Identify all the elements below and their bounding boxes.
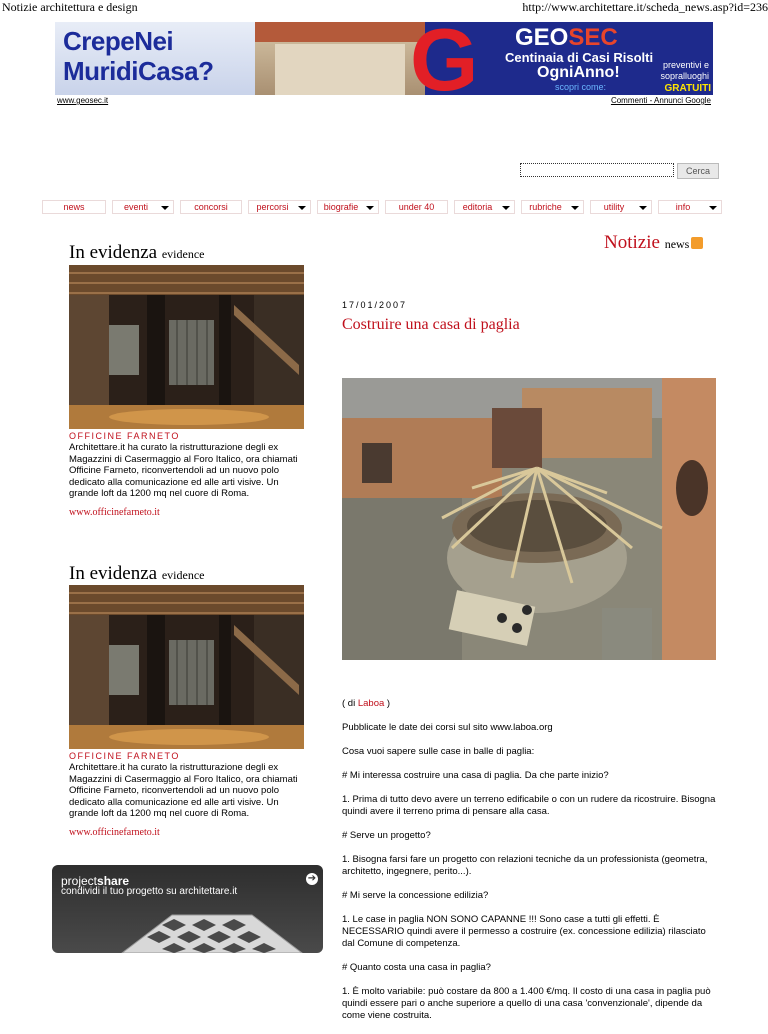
arrow-right-icon[interactable]: ➔	[307, 873, 317, 884]
author-link[interactable]: Laboa	[357, 698, 385, 709]
banner-free-text: GRATUITI	[664, 83, 711, 94]
nav-item-label: rubriche	[529, 202, 562, 212]
nav-item-percorsi[interactable]	[248, 200, 311, 214]
article-paragraph: 1. È molto variabile: può costare da 800 a 1.400 €/mq. Il costo di una casa in paglia può quindi essere pari o anche superiore a quello di una casa 'convenzionale', dipende da come viene costruita.	[342, 986, 711, 1021]
nav-item-label: eventi	[123, 202, 149, 212]
banner-house-photo	[255, 22, 425, 95]
chevron-down-icon[interactable]	[571, 206, 579, 210]
nav-item-eventi[interactable]	[112, 200, 174, 214]
banner-headline-2: MuridiCasa?	[63, 56, 214, 86]
chevron-down-icon[interactable]	[502, 206, 510, 210]
evidence-image[interactable]	[69, 265, 304, 429]
article-date: 17/01/2007	[342, 300, 408, 310]
article-paragraph: 1. Prima di tutto devo avere un terreno edificabile o con un rudere da ricostruire. Bisogna quindi avere il terreno prima di pensare alla casa.	[342, 794, 716, 817]
rss-icon[interactable]	[691, 237, 703, 249]
article-paragraph: 1. Bisogna farsi fare un progetto con relazioni tecniche da un professionista (geometra, architetto, ingegnere, perito...).	[342, 854, 708, 877]
lattice-structure-graphic	[52, 895, 323, 953]
faq-question: # Serve un progetto?	[342, 830, 431, 841]
article-paragraph: 1. Le case in paglia NON SONO CAPANNE !!! Sono case a tutti gli effetti. È NECESSARIO quindi avere il permesso a costruire (ex. concessione edilizia) rilasciato dal Comune di competenza.	[342, 914, 706, 949]
article-title: Costruire una casa di paglia	[342, 316, 520, 333]
search-button[interactable]: Cerca	[677, 163, 719, 179]
evidence-text: Architettare.it ha curato la ristrutturazione degli ex Magazzini di Casermaggio al Foro Italico, ora chiamati Officine Farneto, riconvertendoli ad un nuovo polo dedicato alla comunicazione ed alle arti visive. Un grande loft da 1200 mq nel cuore di Roma.	[69, 762, 298, 819]
nav-item-biografie[interactable]	[317, 200, 379, 214]
news-heading: Notizie news	[604, 232, 703, 254]
loft-interior-photo	[69, 265, 304, 429]
main-nav	[42, 200, 722, 214]
nav-item-label: biografie	[323, 202, 359, 212]
evidence-image[interactable]	[69, 585, 304, 749]
faq-question: # Mi serve la concessione edilizia?	[342, 890, 489, 901]
banner-side-text: preventivi e sopralluoghi	[660, 60, 709, 81]
faq-question: # Quanto costa una casa in paglia?	[342, 962, 491, 973]
article-byline: ( di Laboa )	[342, 698, 391, 709]
loft-interior-photo	[69, 585, 304, 749]
nav-item-info[interactable]	[658, 200, 722, 214]
banner-headline-1: CrepeNei	[63, 26, 174, 56]
geosec-banner-ad[interactable]	[55, 22, 713, 95]
evidence-name[interactable]: OFFICINE FARNETO	[69, 751, 180, 761]
nav-item-label: utility	[603, 202, 625, 212]
google-ads-link[interactable]: Commenti - Annunci Google	[610, 96, 711, 105]
nav-item-label: concorsi	[194, 202, 228, 212]
article-image	[342, 378, 716, 660]
geosec-logo-icon: G	[410, 22, 479, 95]
article-paragraph: Pubblicate le date dei corsi sul sito www.laboa.org	[342, 722, 553, 733]
nav-item-label: under 40	[398, 202, 435, 212]
print-title: Notizie architettura e design	[2, 0, 138, 14]
nav-item-label: news	[63, 202, 85, 212]
faq-question: # Mi interessa costruire una casa di paglia. Da che parte inizio?	[342, 770, 609, 781]
banner-right-panel	[485, 22, 713, 95]
evidence-heading: In evidenza evidence	[69, 242, 205, 263]
print-header	[0, 0, 768, 16]
banner-brand: GEOSEC	[515, 24, 618, 51]
article-body	[342, 698, 717, 1034]
nav-item-label: editoria	[462, 202, 493, 212]
nav-item-utility[interactable]	[590, 200, 652, 214]
nav-item-concorsi[interactable]	[180, 200, 242, 214]
nav-item-label: info	[675, 202, 691, 212]
evidence-heading: In evidenza evidence	[69, 563, 205, 584]
search-input[interactable]	[520, 163, 674, 177]
chevron-down-icon[interactable]	[298, 206, 306, 210]
projectshare-brand: projectshare	[61, 874, 130, 888]
nav-item-rubriche[interactable]	[521, 200, 584, 214]
chevron-down-icon[interactable]	[161, 206, 169, 210]
nav-item-editoria[interactable]	[454, 200, 515, 214]
nav-item-label: percorsi	[256, 202, 289, 212]
chevron-down-icon[interactable]	[709, 206, 717, 210]
nav-item-under-40[interactable]	[385, 200, 448, 214]
chevron-down-icon[interactable]	[366, 206, 374, 210]
print-url: http://www.architettare.it/scheda_news.asp?id=236	[522, 0, 768, 14]
evidence-link[interactable]: www.officinefarneto.it	[69, 827, 160, 838]
banner-link[interactable]: scopri come:	[555, 82, 607, 92]
chevron-down-icon[interactable]	[639, 206, 647, 210]
evidence-text: Architettare.it ha curato la ristrutturazione degli ex Magazzini di Casermaggio al Foro Italico, ora chiamati Officine Farneto, riconvertendoli ad un nuovo polo dedicato alla comunicazione ed alle arti visive. Un grande loft da 1200 mq nel cuore di Roma.	[69, 442, 298, 499]
evidence-link[interactable]: www.officinefarneto.it	[69, 507, 160, 518]
projectshare-tagline: condividi il tuo progetto su architettare.it	[61, 886, 238, 897]
straw-house-construction-photo	[342, 378, 716, 660]
banner-tag-2: OgniAnno!	[537, 64, 620, 81]
nav-item-news[interactable]	[42, 200, 106, 214]
evidence-name[interactable]: OFFICINE FARNETO	[69, 431, 180, 441]
banner-tag-1: Centinaia di Casi Risolti	[505, 50, 654, 65]
banner-site-link[interactable]: www.geosec.it	[57, 96, 109, 105]
article-paragraph: Cosa vuoi sapere sulle case in balle di paglia:	[342, 746, 535, 757]
projectshare-banner[interactable]	[52, 865, 323, 953]
